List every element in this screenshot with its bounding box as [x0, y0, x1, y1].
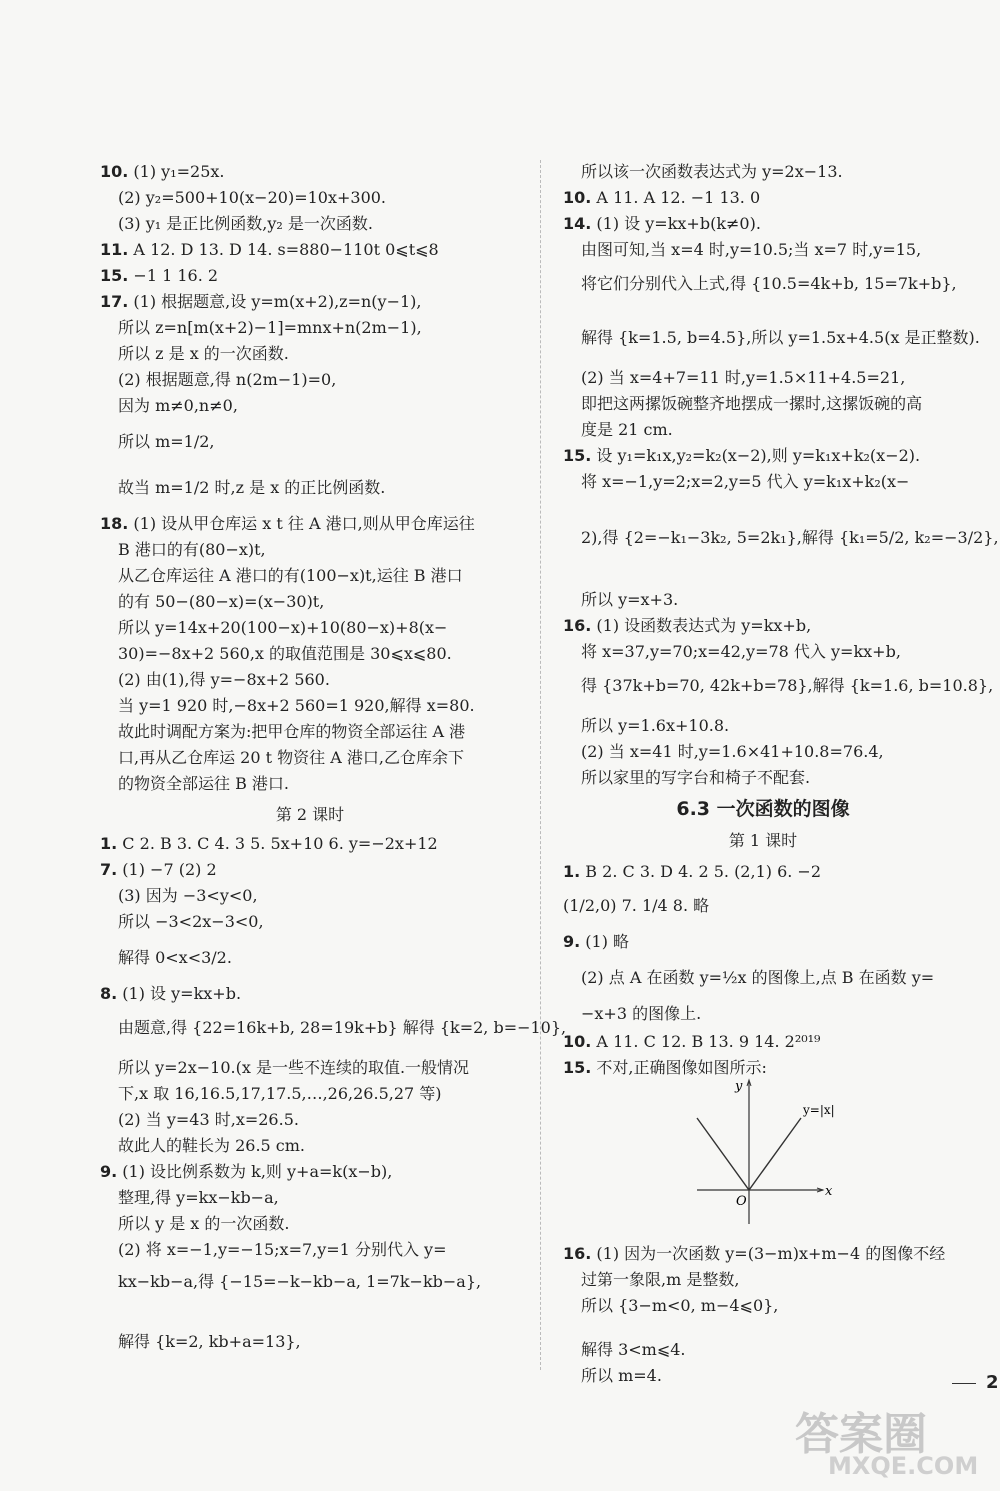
answer-text: 30)=−8x+2 560,x 的取值范围是 30⩽x⩽80.	[118, 644, 452, 663]
answer-line	[581, 966, 934, 990]
question-number: 18.	[100, 514, 129, 533]
answer-text: 不对,正确图像如图所示:	[591, 1058, 767, 1077]
question-number: 1.	[100, 834, 118, 853]
answer-text: (3) y₁ 是正比例函数,y₂ 是一次函数.	[118, 214, 374, 233]
answer-text: 所以 y=2x−10.(x 是一些不连续的取值.一般情况	[118, 1058, 470, 1077]
answer-line	[118, 772, 289, 796]
answer-line	[581, 640, 901, 664]
answer-line	[581, 588, 678, 612]
answer-line	[100, 160, 225, 184]
answer-line	[118, 368, 336, 392]
question-number: 9.	[563, 932, 581, 951]
answer-line	[100, 512, 475, 536]
answer-line	[581, 470, 909, 494]
watermark-logo: 答案圈	[795, 1409, 927, 1460]
answer-text: 所以 m=1/2,	[118, 432, 215, 451]
question-number: 10.	[563, 1032, 592, 1051]
watermark-url: MXQE.COM	[828, 1452, 979, 1480]
answer-text: 即把这两摞饭碗整齐地摆成一摞时,这摞饭碗的高	[581, 394, 923, 413]
answer-line	[581, 418, 673, 442]
answer-text: A 11. A 12. −1 13. 0	[591, 188, 761, 207]
answer-text: 度是 21 cm.	[581, 420, 673, 439]
answer-text: 由图可知,当 x=4 时,y=10.5;当 x=7 时,y=15,	[581, 240, 922, 259]
answer-line	[581, 526, 999, 550]
answer-line	[581, 1364, 662, 1388]
answer-line	[118, 564, 463, 588]
answer-line	[100, 832, 438, 856]
answer-line	[563, 212, 761, 236]
answer-text: (2) 由(1),得 y=−8x+2 560.	[118, 670, 330, 689]
question-number: 15.	[563, 1058, 592, 1077]
answer-text: −1 1 16. 2	[128, 266, 219, 285]
section-heading-lesson-2: 第 2 课时	[275, 805, 345, 824]
answer-text: 解得 0<x<3/2.	[118, 948, 232, 967]
answer-line	[118, 476, 385, 500]
answer-line	[581, 1338, 686, 1362]
answer-text: 设 y₁=k₁x,y₂=k₂(x−2),则 y=k₁x+k₂(x−2).	[591, 446, 921, 465]
answer-text: B 2. C 3. D 4. 2 5. (2,1) 6. −2	[580, 862, 822, 881]
answer-line	[118, 668, 330, 692]
answer-text: (1) 设 y=kx+b.	[117, 984, 242, 1003]
answer-line	[563, 1030, 820, 1054]
answer-text: 当 y=1 920 时,−8x+2 560=1 920,解得 x=80.	[118, 696, 475, 715]
answer-text: 所以 −3<2x−3<0,	[118, 912, 264, 931]
answer-line	[118, 1134, 305, 1158]
answer-line	[118, 394, 238, 418]
answer-line	[581, 1002, 701, 1026]
answer-line	[118, 1238, 446, 1262]
answer-text: 所以 m=4.	[581, 1366, 662, 1385]
answer-text: 解得 3<m⩽4.	[581, 1340, 686, 1359]
answer-line	[118, 212, 373, 236]
answer-line	[100, 264, 218, 288]
page-number-rule	[952, 1383, 976, 1384]
answer-line	[118, 538, 266, 562]
question-number: 15.	[563, 446, 592, 465]
question-number: 8.	[100, 984, 118, 1003]
page-number: 2	[986, 1372, 999, 1393]
answer-text: (1) 因为一次函数 y=(3−m)x+m−4 的图像不经	[591, 1244, 946, 1263]
question-number: 9.	[100, 1162, 118, 1181]
answer-line	[563, 930, 629, 954]
answer-line	[118, 946, 232, 970]
answer-text: 口,再从乙仓库运 20 t 物资往 A 港口,乙仓库余下	[118, 748, 464, 767]
answer-line	[118, 720, 465, 744]
answer-text: 从乙仓库运往 A 港口的有(100−x)t,运往 B 港口	[118, 566, 463, 585]
origin-label: O	[736, 1194, 747, 1209]
answer-line	[118, 1212, 290, 1236]
answer-line	[581, 160, 843, 184]
answer-line	[100, 858, 217, 882]
answer-line	[118, 186, 386, 210]
answer-text: 所以该一次函数表达式为 y=2x−13.	[581, 162, 843, 181]
answer-text: 过第一象限,m 是整数,	[581, 1270, 740, 1289]
answer-line	[563, 186, 760, 210]
question-number: 10.	[563, 188, 592, 207]
answer-line	[581, 392, 922, 416]
answer-line	[118, 1082, 442, 1106]
answer-text: (1) 设从甲仓库运 x t 往 A 港口,则从甲仓库运往	[128, 514, 475, 533]
answer-line	[118, 1016, 566, 1040]
answer-text: 所以 y 是 x 的一次函数.	[118, 1214, 290, 1233]
question-number: 16.	[563, 616, 592, 635]
answer-text: 下,x 取 16,16.5,17,17.5,…,26,26.5,27 等)	[118, 1084, 442, 1103]
answer-line	[118, 316, 422, 340]
answer-line	[563, 894, 709, 918]
answer-text: (2) 根据题意,得 n(2m−1)=0,	[118, 370, 337, 389]
answer-text: (2) 当 x=4+7=11 时,y=1.5×11+4.5=21,	[581, 368, 906, 387]
answer-text: 故此人的鞋长为 26.5 cm.	[118, 1136, 306, 1155]
answer-text: 将 x=37,y=70;x=42,y=78 代入 y=kx+b,	[581, 642, 901, 661]
answer-line	[581, 674, 993, 698]
answer-line	[118, 590, 324, 614]
answer-text: −x+3 的图像上.	[581, 1004, 702, 1023]
answer-text: kx−kb−a,得 {−15=−k−kb−a, 1=7k−kb−a},	[118, 1272, 482, 1291]
answer-text: 因为 m≠0,n≠0,	[118, 396, 238, 415]
answer-text: B 港口的有(80−x)t,	[118, 540, 266, 559]
section-title-6-3: 6.3 一次函数的图像	[676, 798, 850, 820]
answer-text: (1) 设函数表达式为 y=kx+b,	[591, 616, 812, 635]
answer-line	[118, 1270, 481, 1294]
answer-line	[118, 884, 258, 908]
column-divider	[540, 160, 541, 1370]
answer-text: 所以 y=1.6x+10.8.	[581, 716, 730, 735]
question-number: 15.	[100, 266, 129, 285]
answer-line	[100, 290, 422, 314]
answer-line	[563, 860, 821, 884]
question-number: 10.	[100, 162, 129, 181]
answer-text: 解得 {k=2, kb+a=13},	[118, 1332, 301, 1351]
curve-label: y=|x|	[803, 1103, 835, 1117]
answer-text: (1) y₁=25x.	[128, 162, 225, 181]
x-axis-label: x	[825, 1184, 833, 1199]
answer-line	[581, 1294, 778, 1318]
answer-line	[118, 1186, 279, 1210]
question-number: 14.	[563, 214, 592, 233]
answer-text: 所以 z=n[m(x+2)−1]=mnx+n(2m−1),	[118, 318, 422, 337]
answer-line	[100, 982, 241, 1006]
answer-line	[118, 910, 264, 934]
answer-line	[581, 1268, 739, 1292]
answer-text: 的有 50−(80−x)=(x−30)t,	[118, 592, 325, 611]
answer-line	[118, 1056, 469, 1080]
answer-line	[581, 366, 905, 390]
answer-line	[581, 238, 921, 262]
question-number: 11.	[100, 240, 129, 259]
answer-line	[581, 740, 884, 764]
answer-text: (2) 将 x=−1,y=−15;x=7,y=1 分别代入 y=	[118, 1240, 447, 1259]
answer-line	[100, 1160, 392, 1184]
answer-text: (3) 因为 −3<y<0,	[118, 886, 258, 905]
answer-text: 所以 {3−m<0, m−4⩽0},	[581, 1296, 779, 1315]
answer-line	[118, 1330, 301, 1354]
answer-text: (2) 点 A 在函数 y=½x 的图像上,点 B 在函数 y=	[581, 968, 935, 987]
answer-line	[118, 746, 464, 770]
answer-line	[118, 616, 447, 640]
answer-line	[581, 714, 729, 738]
answer-line	[581, 326, 980, 350]
answer-text: (2) y₂=500+10(x−20)=10x+300.	[118, 188, 387, 207]
answer-text: 由题意,得 {22=16k+b, 28=19k+b} 解得 {k=2, b=−10},	[118, 1018, 567, 1037]
answer-text: 得 {37k+b=70, 42k+b=78},解得 {k=1.6, b=10.8},	[581, 676, 994, 695]
question-number: 1.	[563, 862, 581, 881]
answer-line	[563, 1242, 945, 1266]
answer-text: 所以 y=x+3.	[581, 590, 679, 609]
answer-text: 所以 z 是 x 的一次函数.	[118, 344, 289, 363]
answer-text: (2) 当 x=41 时,y=1.6×41+10.8=76.4,	[581, 742, 884, 761]
answer-text: 故当 m=1/2 时,z 是 x 的正比例函数.	[118, 478, 386, 497]
y-axis-label: y	[735, 1079, 743, 1094]
answer-line	[581, 272, 957, 296]
answer-text: (1) −7 (2) 2	[117, 860, 217, 879]
section-heading-lesson-1: 第 1 课时	[728, 831, 798, 850]
answer-text: 故此时调配方案为:把甲仓库的物资全部运往 A 港	[118, 722, 466, 741]
answer-text: C 2. B 3. C 4. 3 5. 5x+10 6. y=−2x+12	[117, 834, 438, 853]
answer-text: (1) 设 y=kx+b(k≠0).	[591, 214, 761, 233]
answer-text: (2) 当 y=43 时,x=26.5.	[118, 1110, 299, 1129]
answer-line	[581, 766, 810, 790]
answer-line	[563, 1056, 767, 1080]
answer-text: 所以 y=14x+20(100−x)+10(80−x)+8(x−	[118, 618, 448, 637]
question-number: 16.	[563, 1244, 592, 1263]
answer-line	[563, 614, 811, 638]
answer-text: 2),得 {2=−k₁−3k₂, 5=2k₁},解得 {k₁=5/2, k₂=−3/2},	[581, 528, 999, 547]
answer-text: 将它们分别代入上式,得 {10.5=4k+b, 15=7k+b},	[581, 274, 957, 293]
answer-text: (1) 设比例系数为 k,则 y+a=k(x−b),	[117, 1162, 393, 1181]
answer-text: A 12. D 13. D 14. s=880−110t 0⩽t⩽8	[128, 240, 439, 259]
question-number: 7.	[100, 860, 118, 879]
answer-text: 的物资全部运往 B 港口.	[118, 774, 290, 793]
answer-text: A 11. C 12. B 13. 9 14. 2²⁰¹⁹	[591, 1032, 821, 1051]
answer-text: (1/2,0) 7. 1/4 8. 略	[563, 896, 710, 915]
answer-line	[118, 342, 289, 366]
answer-text: 将 x=−1,y=2;x=2,y=5 代入 y=k₁x+k₂(x−	[581, 472, 910, 491]
answer-line	[118, 694, 475, 718]
answer-line	[100, 238, 439, 262]
answer-text: (1) 根据题意,设 y=m(x+2),z=n(y−1),	[128, 292, 422, 311]
answer-text: 解得 {k=1.5, b=4.5},所以 y=1.5x+4.5(x 是正整数).	[581, 328, 980, 347]
answer-line	[118, 430, 215, 454]
answer-text: 所以家里的写字台和椅子不配套.	[581, 768, 811, 787]
answer-line	[563, 444, 920, 468]
answer-text: (1) 略	[580, 932, 630, 951]
answer-text: 整理,得 y=kx−kb−a,	[118, 1188, 279, 1207]
abs-x-graph	[693, 1078, 853, 1226]
answer-line	[118, 642, 452, 666]
answer-line	[118, 1108, 299, 1132]
question-number: 17.	[100, 292, 129, 311]
